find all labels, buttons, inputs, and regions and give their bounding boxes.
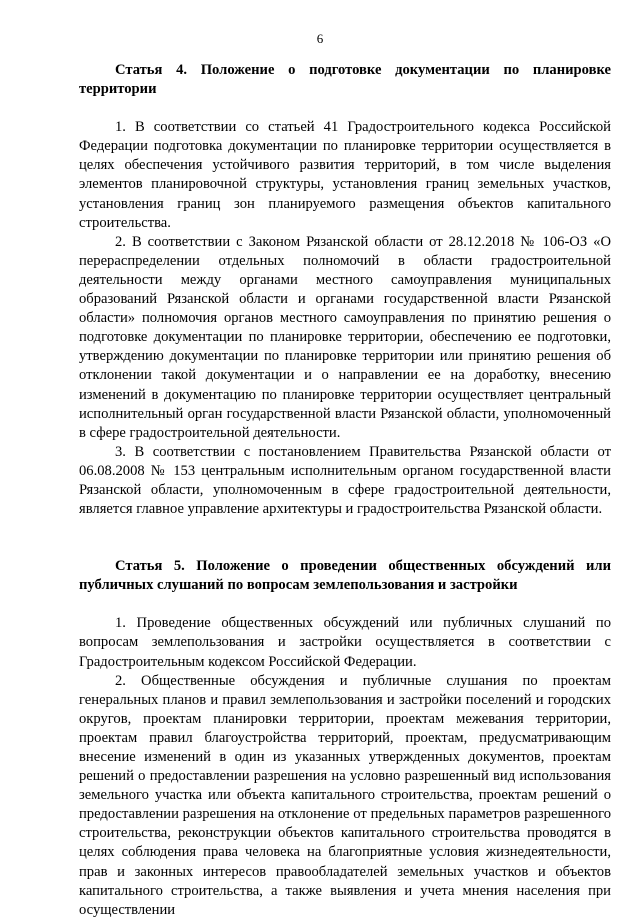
article-5 <box>79 557 611 920</box>
article-5-paragraph-2: 2. Общественные обсуждения и публичные слушания по проектам генеральных планов и правил землепользования и застройки поселений и городских округов, проектам планировки территории, проектам межевания территории, проектам правил благоустройства территорий, проектам, предусматривающим внесение изменений в один из указанных утвержденных документов, проектам решений о предоставлении разрешения на условно разрешенный вид использования земельного участка или объекта капитального строительства, проектам решений о предоставлении разрешения на отклонение от предельных параметров разрешенного строительства, реконструкции объектов капитального строительства проводятся в целях соблюдения права человека на благоприятные условия жизнедеятельности, прав и законных интересов правообладателей земельных участков и объектов капитального строительства, а также выявления и учета мнения населения при осуществлении <box>79 672 611 918</box>
article-5-title: Статья 5. Положение о проведении общественных обсуждений или публичных слушаний по вопросам землепользования и застройки <box>79 558 611 594</box>
document-body <box>79 61 611 920</box>
section-spacer <box>79 519 611 557</box>
article-4-paragraph-1: 1. В соответствии со статьей 41 Градостроительного кодекса Российской Федерации подготовка документации по планировке территории осуществляется в целях обеспечения устойчивого развития территорий, в том числе выделения элементов планировочной структуры, установления границ земельных участков, установления границ зон планируемого размещения объектов капитального строительства. <box>79 119 611 231</box>
article-5-paragraph-1: 1. Проведение общественных обсуждений или публичных слушаний по вопросам землепользования и застройки осуществляется в соответствии с Градостроительным кодексом Российской Федерации. <box>79 615 611 670</box>
article-4-paragraph-2: 2. В соответствии с Законом Рязанской области от 28.12.2018 № 106-ОЗ «О перераспределении отдельных полномочий в области градостроительной деятельности между органами местного самоуправления муниципальных образований Рязанской области и органами государственной власти Рязанской области» полномочия органов местного самоуправления по принятию решения о подготовке документации по планировке территории, обеспечению ее подготовки, утверждению документации по планировке территории или принятию решения об отклонении такой документации и о направлении ее на доработку, внесению изменений в документацию по планировке территории осуществляет центральный исполнительный орган государственной власти Рязанской области, уполномоченный в сфере градостроительной деятельности. <box>79 233 611 441</box>
article-4-paragraph-3: 3. В соответствии с постановлением Правительства Рязанской области от 06.08.2008 № 153 центральным исполнительным органом государственной власти Рязанской области, уполномоченным в сфере градостроительной деятельности, является главное управление архитектуры и градостроительства Рязанской области. <box>79 443 611 518</box>
page-number: 6 <box>316 31 324 46</box>
article-4-title: Статья 4. Положение о подготовке документации по планировке территории <box>79 62 611 98</box>
article-4 <box>79 61 611 519</box>
